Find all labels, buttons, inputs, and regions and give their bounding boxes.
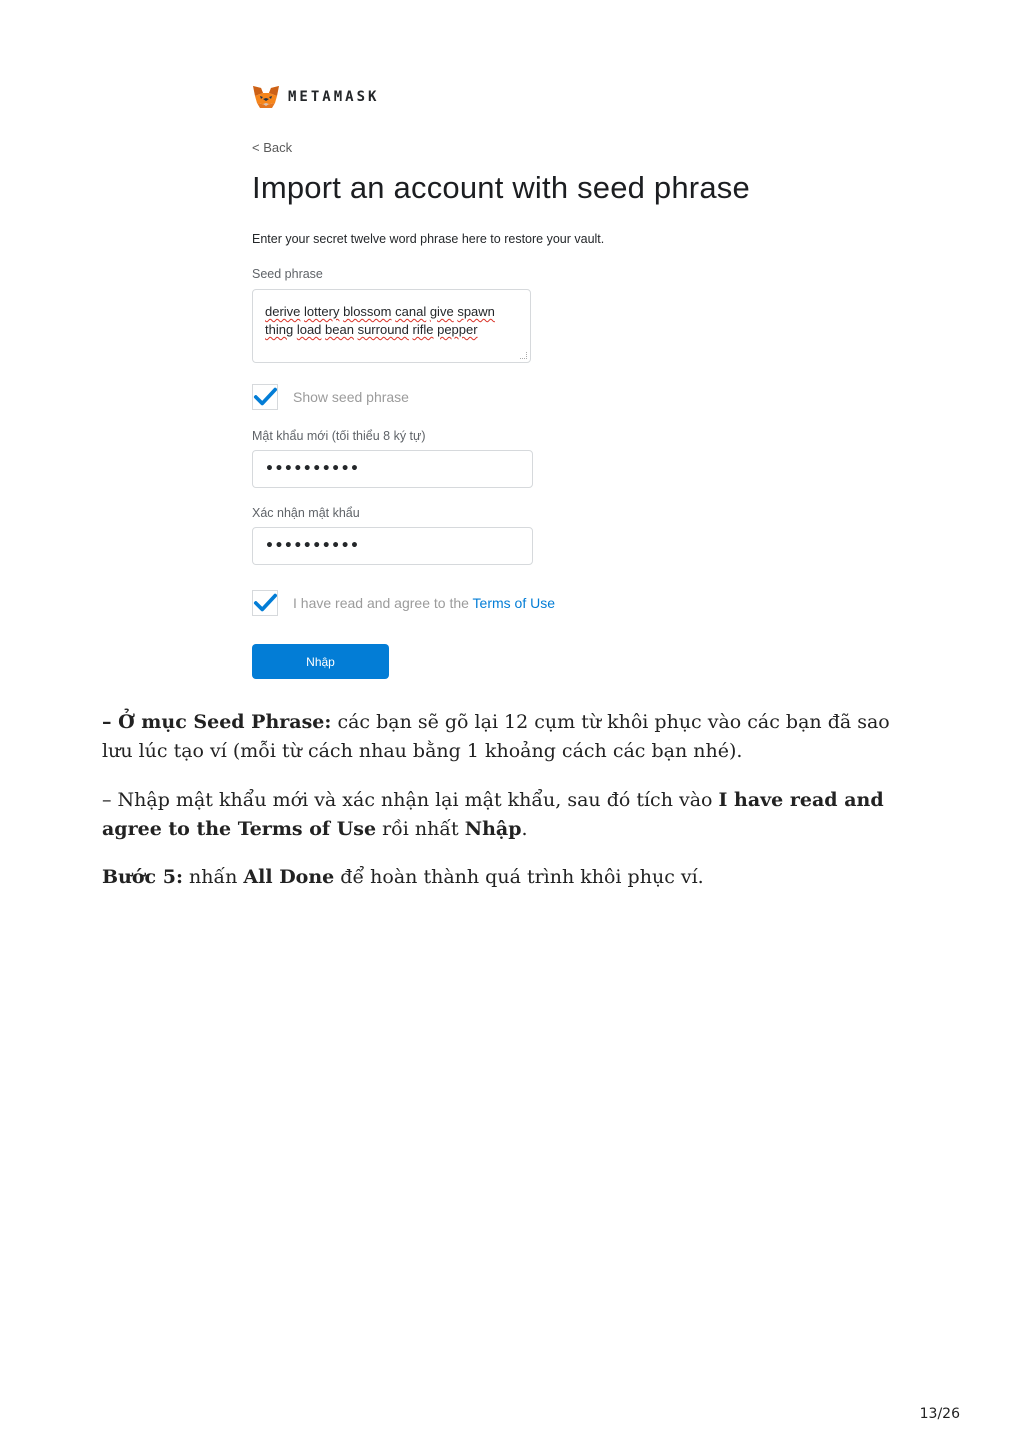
paragraph-bold: I have read and agree to the Terms of Use [102,789,884,840]
seed-word: canal [395,304,427,319]
seed-word: thing [265,322,294,337]
confirm-password-field[interactable] [252,527,533,565]
paragraph-seed-phrase [102,708,912,766]
page-subtitle: Enter your secret twelve word phrase here to restore your vault. [252,232,605,246]
seed-word: lottery [304,304,340,319]
paragraph-password [102,786,912,844]
paragraph-step-5 [102,863,912,892]
seed-phrase-line-1 [265,303,518,321]
terms-toggle[interactable] [252,590,555,616]
paragraph-text: để hoàn thành quá trình khôi phục ví. [334,866,704,888]
seed-phrase-line-2 [265,321,518,339]
import-submit-button[interactable]: Nhập [252,644,389,679]
seed-word: pepper [437,322,478,337]
seed-word: spawn [457,304,495,319]
checkmark-icon [253,592,277,614]
terms-prefix: I have read and agree to the [293,595,473,611]
paragraph-text: nhấn [182,866,244,888]
paragraph-lead: – Ở mục Seed Phrase: [102,711,332,733]
paragraph-bold: All Done [243,866,335,888]
page-title: Import an account with seed phrase [252,170,750,205]
show-seed-phrase-checkbox[interactable] [252,384,278,410]
checkmark-icon [253,386,277,408]
confirm-password-label: Xác nhận mật khẩu [252,506,360,520]
paragraph-bold: Nhập [464,818,522,840]
metamask-header [252,84,379,110]
metamask-wordmark: METAMASK [288,89,380,105]
terms-checkbox[interactable] [252,590,278,616]
seed-word: bean [325,322,354,337]
seed-phrase-textarea[interactable] [252,289,531,363]
seed-word: blossom [343,304,392,319]
show-seed-phrase-label: Show seed phrase [293,389,409,405]
terms-label [293,595,555,611]
metamask-screenshot [252,0,832,690]
back-link[interactable]: < Back [252,140,293,155]
seed-word: surround [357,322,409,337]
seed-phrase-label: Seed phrase [252,267,323,281]
paragraph-text: rồi nhất [376,818,465,840]
page-number: 13/26 [919,1406,960,1422]
metamask-fox-icon [252,85,280,109]
resize-grip-icon[interactable] [520,352,527,359]
seed-word: give [429,304,454,319]
paragraph-text: các bạn sẽ gõ lại 12 cụm từ khôi phục vào các bạn đã sao lưu lúc tạo ví (mỗi từ cách nhau bằng 1 khoảng cách các bạn nhé). [102,711,890,762]
seed-word: rifle [412,322,434,337]
new-password-field[interactable] [252,450,533,488]
seed-word: load [296,322,322,337]
new-password-label: Mật khẩu mới (tối thiểu 8 ký tự) [252,429,426,443]
paragraph-bold: Bước 5: [102,866,183,888]
paragraph-text: – Nhập mật khẩu mới và xác nhận lại mật khẩu, sau đó tích vào [102,789,719,811]
show-seed-phrase-toggle[interactable] [252,384,409,410]
paragraph-text: . [521,818,528,840]
terms-of-use-link[interactable]: Terms of Use [472,595,556,611]
seed-word: derive [265,304,301,319]
